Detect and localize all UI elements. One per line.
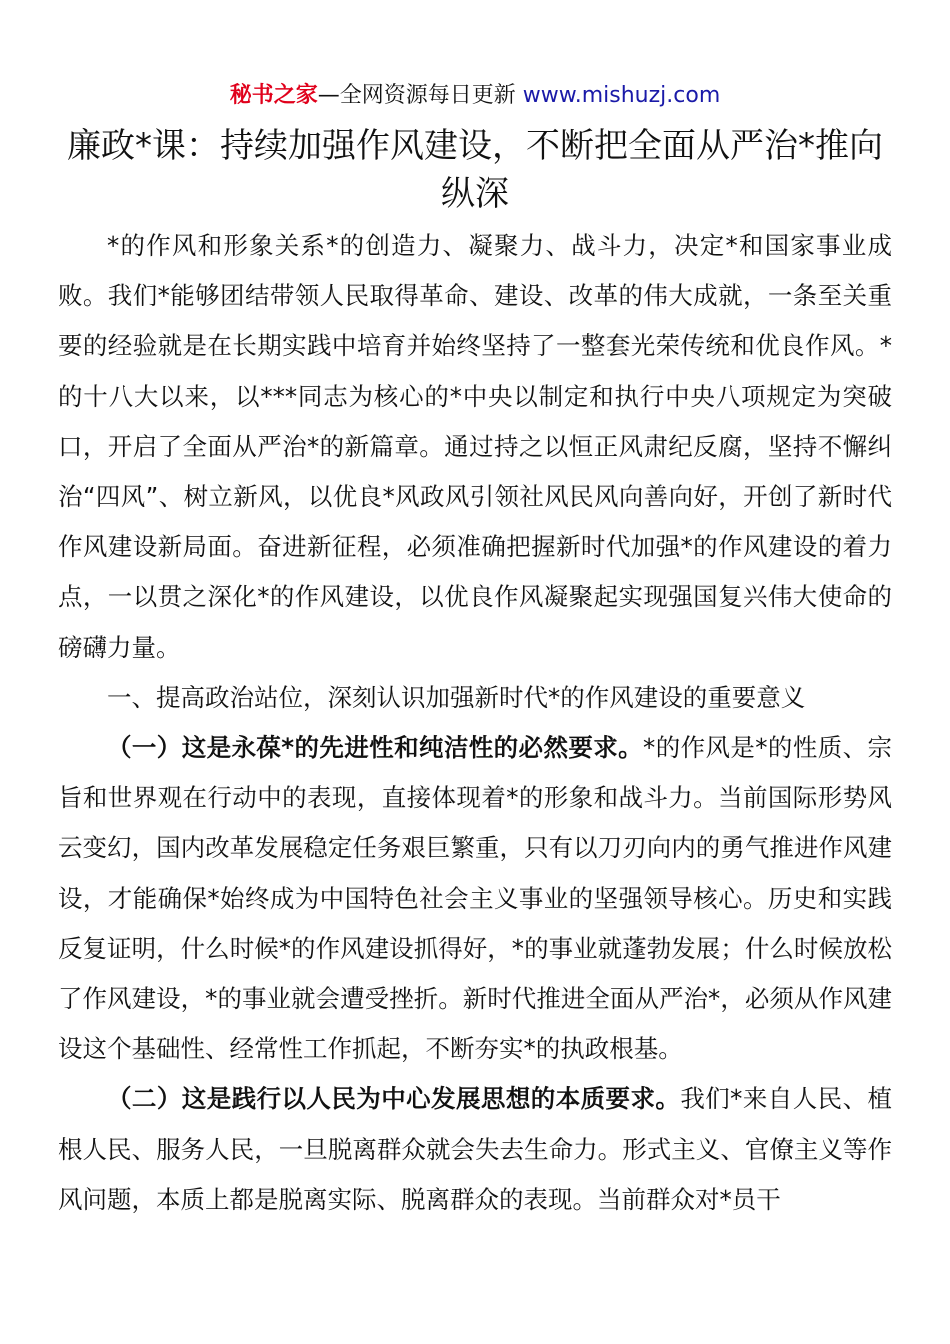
paragraph-lead: （二）这是践行以人民为中心发展思想的本质要求。 <box>107 1084 681 1114</box>
site-header <box>0 80 950 112</box>
header-slogan: —全网资源每日更新 <box>317 83 523 108</box>
paragraph-lead: （一）这是永葆*的先进性和纯洁性的必然要求。 <box>107 733 644 763</box>
brand-name: 秘书之家 <box>229 83 318 108</box>
document-title: 廉政*课：持续加强作风建设，不断把全面从严治*推向纵深 <box>67 126 883 214</box>
paragraph-point-2 <box>58 1074 892 1225</box>
paragraph-text: *的作风是*的性质、宗旨和世界观在行动中的表现，直接体现着*的形象和战斗力。当前国际形势风云变幻，国内改革发展稳定任务艰巨繁重，只有以刀刃向内的勇气推进作风建设，才能确保*始终成为中国特色社会主义事业的坚强领导核心。历史和实践反复证明，什么时候*的作风建设抓得好，*的事业就蓬勃发展；什么时候放松了作风建设，*的事业就会遭受挫折。新时代推进全面从严治*，必须从作风建设这个基础性、经常性工作抓起，不断夯实*的执政根基。 <box>58 733 893 1064</box>
paragraph-point-1 <box>58 723 892 1074</box>
section-heading <box>58 673 892 723</box>
site-url-link[interactable]: www.mishuzj.com <box>522 83 721 108</box>
document-body <box>58 221 892 1225</box>
paragraph-text: *的作风和形象关系*的创造力、凝聚力、战斗力，决定*和国家事业成败。我们*能够团结带领人民取得革命、建设、改革的伟大成就，一条至关重要的经验就是在长期实践中培育并始终坚持了一整套光荣传统和优良作风。*的十八大以来，以***同志为核心的*中央以制定和执行中央八项规定为突破口，开启了全面从严治*的新篇章。通过持之以恒正风肃纪反腐，坚持不懈纠治“四风”、树立新风，以优良*风政风引领社风民风向善向好，开创了新时代作风建设新局面。奋进新征程，必须准确把握新时代加强*的作风建设的着力点，一以贯之深化*的作风建设，以优良作风凝聚起实现强国复兴伟大使命的磅礴力量。 <box>58 231 892 662</box>
paragraph-intro <box>58 221 892 673</box>
paragraph-text: 我们*来自人民、植根人民、服务人民，一旦脱离群众就会失去生命力。形式主义、官僚主义等作风问题，本质上都是脱离实际、脱离群众的表现。当前群众对*员干 <box>58 1084 892 1214</box>
section-heading-text: 一、提高政治站位，深刻认识加强新时代*的作风建设的重要意义 <box>107 682 806 712</box>
